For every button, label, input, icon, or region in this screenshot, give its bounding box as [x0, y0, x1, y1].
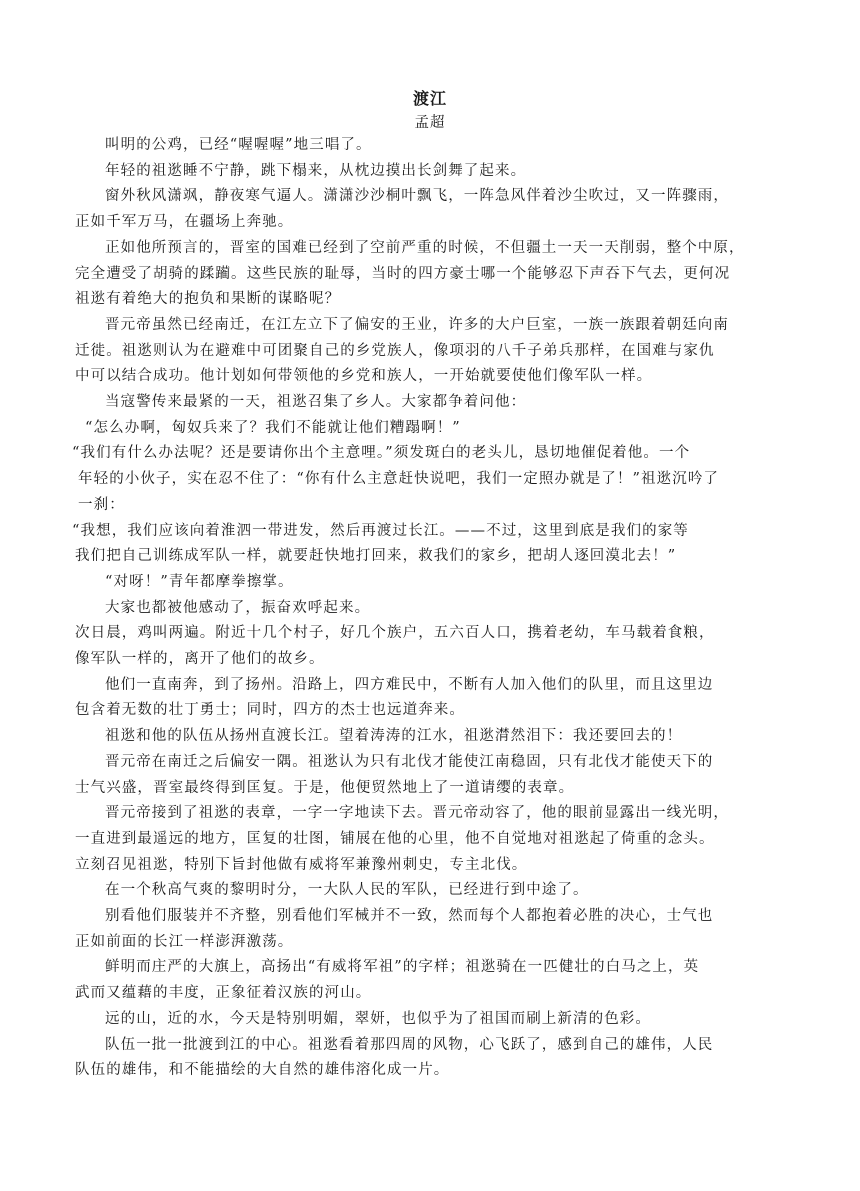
text-line: 次日晨，鸡叫两遍。附近十几个村子，好几个族户，五六百人口，携着老幼，车马载着食粮， — [75, 625, 715, 641]
text-line: “我们有什么办法呢？还是要请你出个主意哩。”须发斑白的老头儿，恳切地催促着他。一个 — [72, 445, 691, 461]
text-line: 晋元帝接到了祖逖的表章，一字一字地读下去。晋元帝动容了，他的眼前显露出一线光明， — [105, 805, 729, 821]
text-line: 一刹： — [78, 497, 125, 513]
text-line: 晋元帝虽然已经南迁，在江左立下了偏安的王业，许多的大户巨室，一族一族跟着朝廷向南 — [105, 317, 729, 333]
text-line: 队伍的雄伟，和不能描绘的大自然的雄伟溶化成一片。 — [75, 1062, 450, 1078]
text-line: “我想，我们应该向着淮泗一带进发，然后再渡过长江。——不过，这里到底是我们的家等 — [72, 523, 689, 539]
text-line: 迁徙。祖逖则认为在避难中可团聚自己的乡党族人，像项羽的八千子弟兵那样，在国难与家仇 — [75, 343, 715, 359]
text-line: 士气兴盛，晋室最终得到匡复。于是，他便贸然地上了一道请缨的表章。 — [75, 780, 575, 796]
text-line: 一直进到最遥远的地方，匡复的壮图，铺展在他的心里，他不自觉地对祖逖起了倚重的念头。 — [75, 831, 715, 847]
text-line: 叫明的公鸡，已经“喔喔喔”地三唱了。 — [105, 137, 372, 153]
text-line: 年轻的祖逖睡不宁静，跳下榻来，从枕边摸出长剑舞了起来。 — [105, 163, 527, 179]
text-line: 武而又蕴藉的丰度，正象征着汉族的河山。 — [75, 985, 372, 1001]
text-line: 我们把自己训练成军队一样，就要赶快地打回来，救我们的家乡，把胡人逐回漠北去！” — [75, 548, 677, 564]
text-line: 像军队一样的，离开了他们的故乡。 — [75, 651, 325, 667]
text-line: 大家也都被他感动了，振奋欢呼起来。 — [105, 600, 371, 616]
text-line: 晋元帝在南迁之后偏安一隅。祖逖认为只有北伐才能使江南稳固，只有北伐才能使天下的 — [105, 754, 714, 770]
text-line: 别看他们服装并不齐整，别看他们军械并不一致，然而每个人都抱着必胜的决心，士气也 — [105, 908, 714, 924]
text-line: 鲜明而庄严的大旗上，高扬出“有威将军祖”的字样；祖逖骑在一匹健壮的白马之上，英 — [105, 959, 700, 975]
text-line: 在一个秋高气爽的黎明时分，一大队人民的军队，已经进行到中途了。 — [105, 882, 589, 898]
text-line: 队伍一批一批渡到江的中心。祖逖看着那四周的风物，心飞跃了，感到自己的雄伟，人民 — [105, 1037, 714, 1053]
text-line: “怎么办啊，匈奴兵来了？我们不能就让他们糟蹋啊！” — [85, 420, 461, 436]
text-line: 包含着无数的壮丁勇士；同时，四方的杰士也远道奔来。 — [75, 702, 465, 718]
text-line: 正如他所预言的，晋室的国难已经到了空前严重的时候，不但疆土一天一天削弱，整个中原， — [105, 240, 745, 256]
text-line: 年轻的小伙子，实在忍不住了：“你有什么主意赶快说吧，我们一定照办就是了！”祖逖沉吟了 — [78, 471, 720, 487]
text-line: “对呀！”青年都摩拳擦掌。 — [105, 574, 294, 590]
text-line: 当寇警传来最紧的一天，祖逖召集了乡人。大家都争着问他： — [105, 394, 527, 410]
document-author: 孟超 — [414, 115, 446, 131]
text-line: 完全遭受了胡骑的蹂躏。这些民族的耻辱，当时的四方豪士哪一个能够忍下声吞下气去，更何况 — [75, 266, 731, 282]
text-line: 窗外秋风潇飒，静夜寒气逼人。潇潇沙沙桐叶飘飞，一阵急风伴着沙尘吹过，又一阵骤雨， — [105, 188, 729, 204]
text-line: 他们一直南奔，到了扬州。沿路上，四方难民中，不断有人加入他们的队里，而且这里边 — [105, 677, 714, 693]
text-line: 正如千军万马，在疆场上奔驰。 — [75, 214, 294, 230]
text-line: 远的山，近的水，今天是特别明媚，翠妍，也似乎为了祖国而刷上新清的色彩。 — [105, 1011, 651, 1027]
text-line: 正如前面的长江一样澎湃激荡。 — [75, 934, 294, 950]
text-line: 祖逖有着绝大的抱负和果断的谋略呢？ — [75, 291, 341, 307]
text-line: 立刻召见祖逖，特别下旨封他做有威将军兼豫州刺史，专主北伐。 — [75, 857, 528, 873]
document-title: 渡江 — [412, 89, 447, 108]
text-line: 中可以结合成功。他计划如何带领他的乡党和族人，一开始就要使他们像军队一样。 — [75, 368, 653, 384]
text-line: 祖逖和他的队伍从扬州直渡长江。望着涛涛的江水，祖逖潸然泪下：我还要回去的！ — [105, 728, 683, 744]
